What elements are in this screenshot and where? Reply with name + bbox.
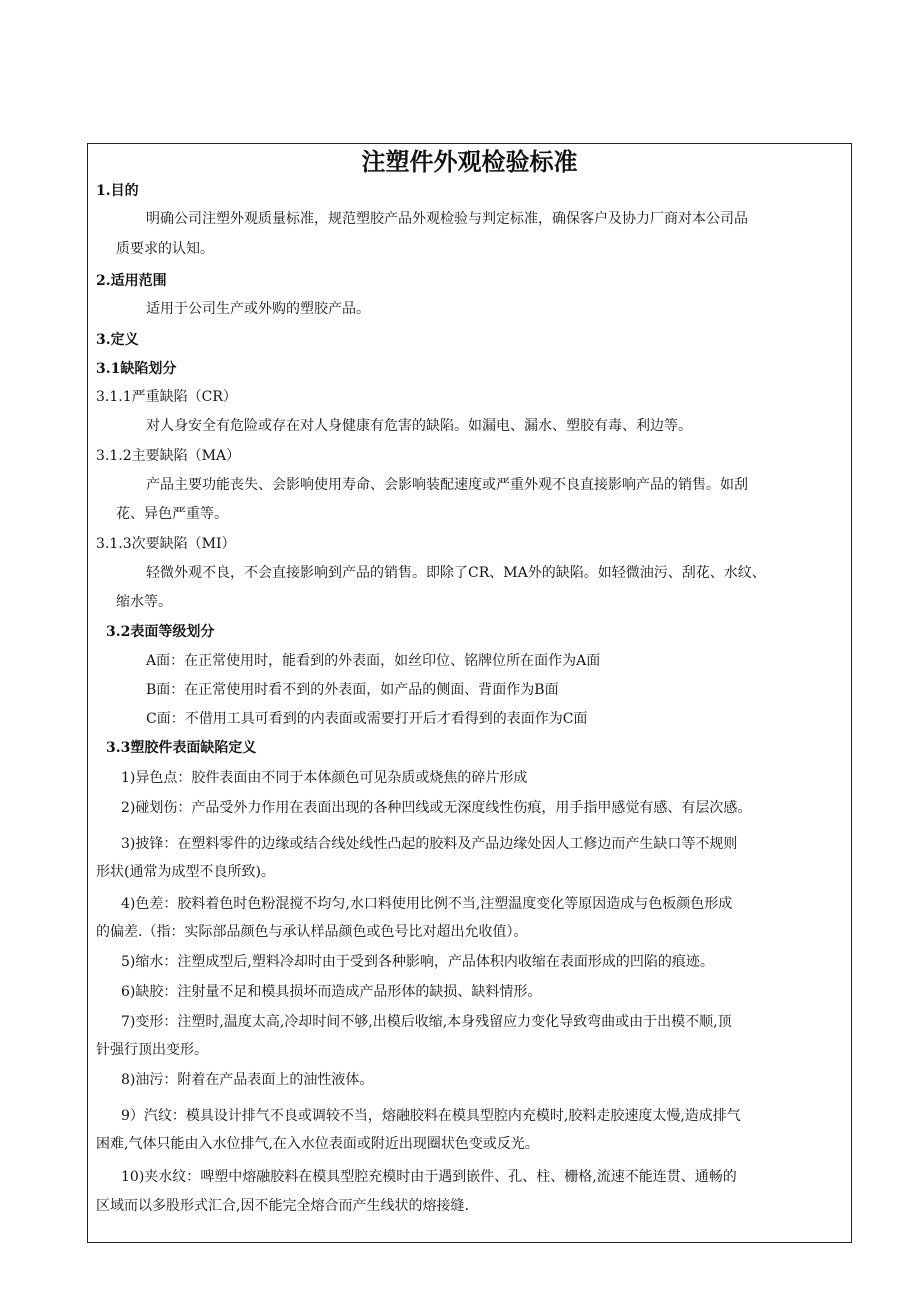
defect-10-text-line-1: 10)夹水纹：啤塑中熔融胶料在模具型腔充模时由于遇到嵌件、孔、柱、栅格,流速不能连贯、通畅的 (121, 1169, 737, 1185)
defect-7-text-line-1: 7)变形：注塑时,温度太高,冷却时间不够,出模后收缩,本身残留应力变化导致弯曲或由于出模不顺,顶 (121, 1014, 732, 1030)
defect-1-text: 1)异色点：胶件表面由不同于本体颜色可见杂质或烧焦的碎片形成 (121, 770, 528, 786)
section-3-2-heading: 3.2表面等级划分 (106, 624, 215, 640)
defect-6-text: 6)缺胶：注射量不足和模具损坏而造成产品形体的缺损、缺料情形。 (121, 984, 542, 1000)
section-3-3-heading: 3.3塑胶件表面缺陷定义 (106, 740, 257, 756)
major-defect-text-line-2: 花、异色严重等。 (116, 506, 228, 522)
surface-c-text: C面：不借用工具可看到的内表面或需要打开后才看得到的表面作为C面 (146, 711, 588, 727)
defect-7-text-line-2: 针强行顶出变形。 (96, 1042, 208, 1058)
minor-defect-text-line-1: 轻微外观不良，不会直接影响到产品的销售。即除了CR、MA外的缺陷。如轻微油污、刮花、水纹、 (146, 565, 766, 581)
defect-2-text: 2)碰划伤：产品受外力作用在表面出现的各种凹线或无深度线性伤痕，用手指甲感觉有感、有层次感。 (121, 800, 752, 816)
section-1-text-line-1: 明确公司注塑外观质量标准，规范塑胶产品外观检验与判定标准，确保客户及协力厂商对本公司品 (146, 211, 748, 227)
defect-9-text-line-1: 9）汽纹：模具设计排气不良或调较不当，熔融胶料在模具型腔内充模时,胶料走胶速度太慢,造成排气 (121, 1108, 741, 1124)
surface-b-text: B面：在正常使用时看不到的外表面，如产品的侧面、背面作为B面 (146, 682, 559, 698)
page-title: 注塑件外观检验标准 (361, 147, 578, 176)
section-1-text-line-2: 质要求的认知。 (116, 241, 214, 257)
defect-10-text-line-2: 区域而以多股形式汇合,因不能完全熔合而产生线状的熔接缝. (96, 1198, 469, 1214)
section-3-1-heading: 3.1缺陷划分 (96, 361, 177, 377)
defect-8-text: 8)油污：附着在产品表面上的油性液体。 (121, 1072, 374, 1088)
section-1-heading: 1.目的 (96, 183, 139, 199)
major-defect-heading: 3.1.2主要缺陷（MA） (96, 448, 241, 464)
defect-4-text-line-2: 的偏差.（指：实际部品颜色与承认样品颜色或色号比对超出允收值）。 (96, 924, 528, 940)
major-defect-text-line-1: 产品主要功能丧失、会影响使用寿命、会影响装配速度或严重外观不良直接影响产品的销售。如刮 (146, 477, 748, 493)
defect-3-text-line-2: 形状(通常为成型不良所致)。 (96, 864, 275, 880)
defect-5-text: 5)缩水：注塑成型后,塑料冷却时由于受到各种影响，产品体积内收缩在表面形成的凹陷的痕迹。 (121, 954, 714, 970)
document-frame (87, 143, 852, 1243)
defect-9-text-line-2: 困难,气体只能由入水位排气,在入水位表面或附近出现圈状色变或反光。 (96, 1136, 539, 1152)
defect-3-text-line-1: 3)披锋：在塑料零件的边缘或结合线处线性凸起的胶料及产品边缘处因人工修边而产生缺口等不规则 (121, 836, 738, 852)
surface-a-text: A面：在正常使用时，能看到的外表面，如丝印位、铭牌位所在面作为A面 (146, 653, 601, 669)
defect-4-text-line-1: 4)色差：胶料着色时色粉混搅不均匀,水口料使用比例不当,注塑温度变化等原因造成与色板颜色形成 (121, 896, 733, 912)
minor-defect-heading: 3.1.3次要缺陷（MI） (96, 536, 236, 552)
critical-defect-heading: 3.1.1严重缺陷（CR） (96, 389, 237, 405)
critical-defect-text: 对人身安全有危险或存在对人身健康有危害的缺陷。如漏电、漏水、塑胶有毒、利边等。 (146, 418, 692, 434)
section-2-heading: 2.适用范围 (96, 273, 167, 289)
minor-defect-text-line-2: 缩水等。 (116, 594, 172, 610)
section-3-heading: 3.定义 (96, 332, 139, 348)
section-2-text-line-1: 适用于公司生产或外购的塑胶产品。 (146, 301, 370, 317)
